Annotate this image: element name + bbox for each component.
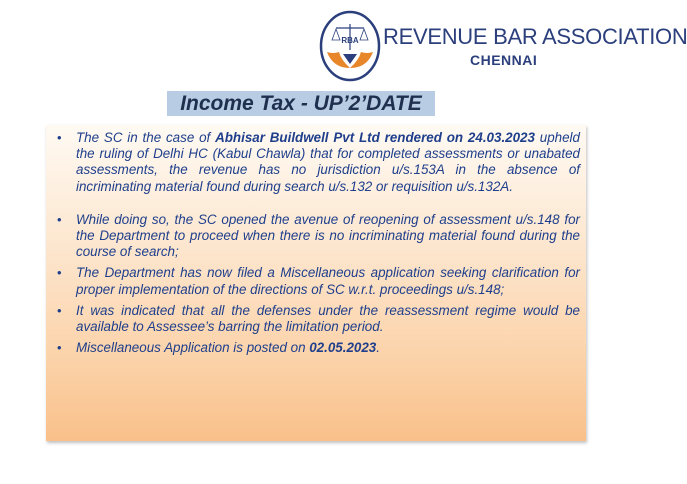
bullet-icon: •: [57, 302, 62, 318]
content-box: [46, 125, 586, 441]
posting-date: 02.05.2023: [309, 340, 377, 356]
org-city: CHENNAI: [470, 52, 538, 68]
bullet-icon: •: [57, 211, 62, 227]
bullet-text: Miscellaneous Application is posted on: [76, 340, 310, 356]
bullet-text: The SC in the case of: [76, 130, 216, 145]
rba-logo: [319, 10, 381, 82]
bullet-item: [54, 340, 580, 356]
page-title: Income Tax - UP’2’DATE: [180, 92, 422, 115]
bullet-item: [54, 130, 580, 195]
bullet-text: While doing so, the SC opened the avenue of reopening of assessment u/s.148 for the Department to proceed when there is no incriminating material found during the course of search;: [76, 211, 580, 260]
bullet-item: [54, 303, 580, 335]
bullet-text: upheld the ruling of Delhi HC (Kabul Chawla) that for completed assessments or unabated assessments, the revenue has no jurisdiction u/s.153A in the absence of incriminating material found during search u/s.132 or requisition u/s.132A.: [76, 130, 580, 194]
logo-text: RBA: [341, 36, 359, 45]
bullet-item: [54, 265, 580, 297]
case-name: Abhisar Buildwell Pvt Ltd rendered on 24.03.2023: [215, 130, 535, 145]
bullet-icon: •: [57, 130, 62, 145]
bullet-text: The Department has now filed a Miscellaneous application seeking clarification for proper implementation of the directions of SC w.r.t. proceedings u/s.148;: [76, 265, 580, 297]
bullet-icon: •: [57, 340, 62, 356]
org-name: REVENUE BAR ASSOCIATION: [383, 24, 687, 49]
bullet-text: .: [376, 340, 380, 356]
bullet-list: [54, 130, 580, 356]
bullet-icon: •: [57, 265, 62, 281]
bullet-text: It was indicated that all the defenses under the reassessment regime would be available to Assessee’s barring the limitation period.: [76, 302, 580, 335]
bullet-item: [54, 212, 580, 261]
title-banner: [167, 91, 435, 116]
